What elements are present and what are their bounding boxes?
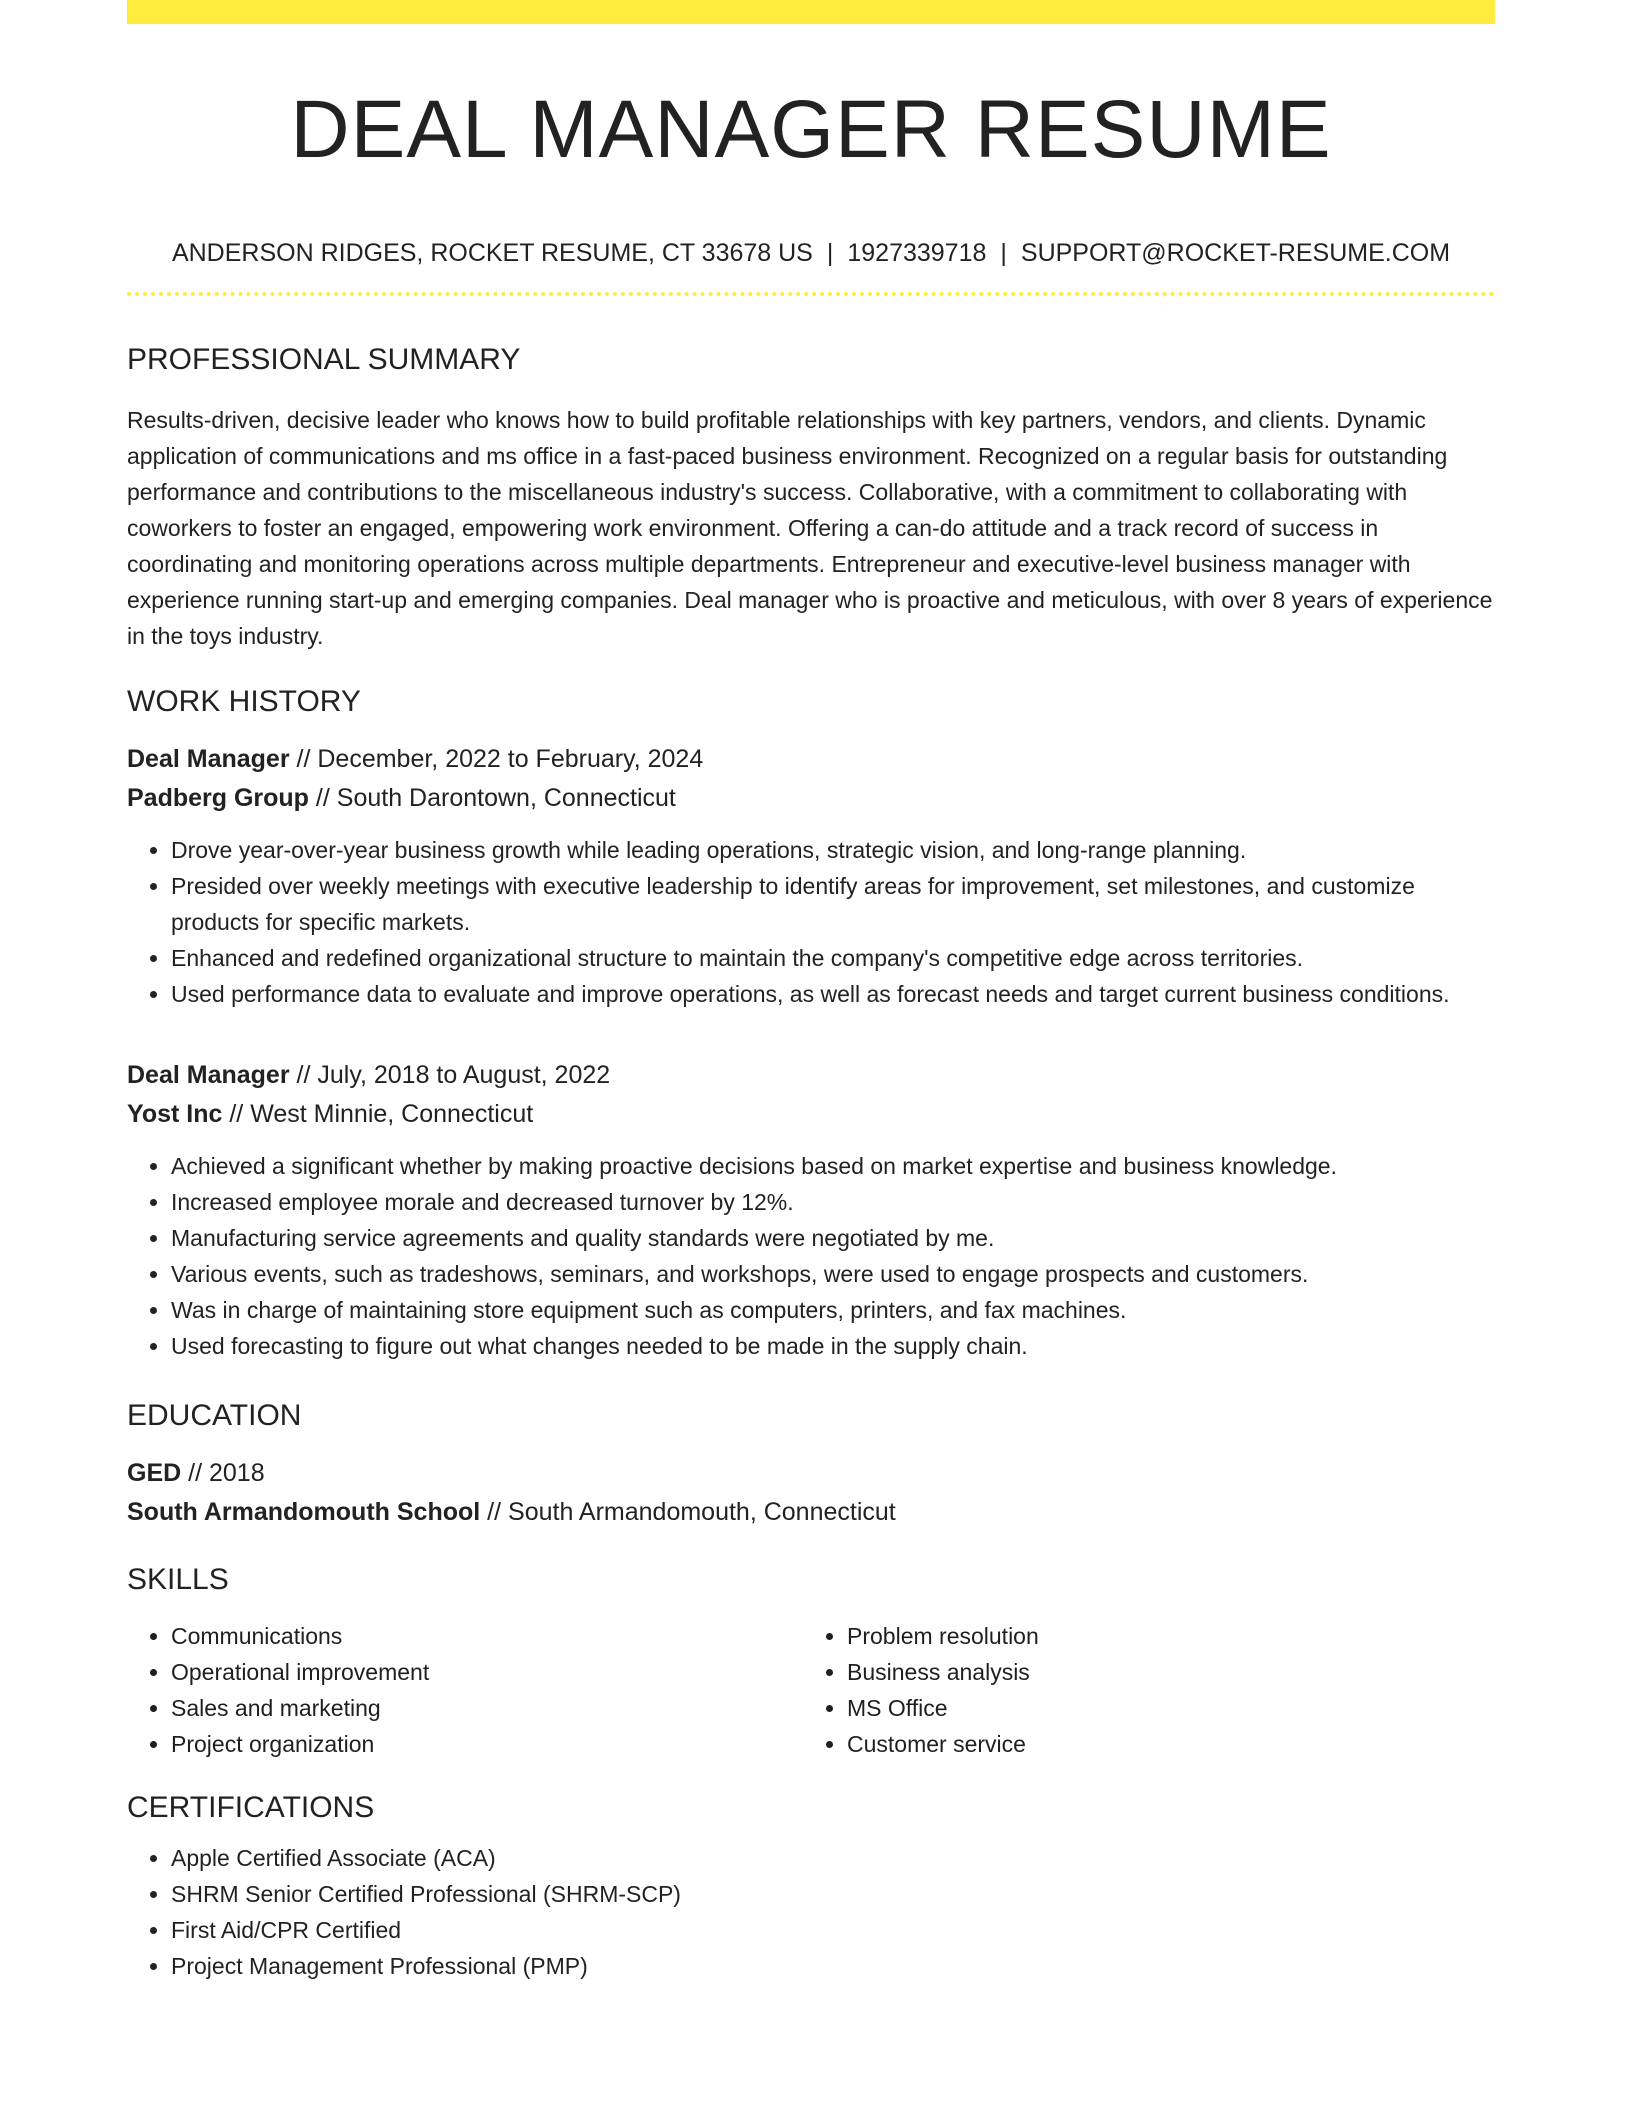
field-separator: // <box>480 1498 509 1526</box>
skill-item: • Project organization <box>171 1726 803 1762</box>
summary-text: Results-driven, decisive leader who knows how to build profitable relationships with key partners, vendors, and clients. Dynamic application of communications and ms office in a fast-paced business environment. Recognized on a regular basis for outstanding performance and contributions to the miscellaneous industry's success. Collaborative, with a commitment to collaborating with coworkers to foster an engaged, empowering work environment. Offering a can-do attitude and a track record of success in coordinating and monitoring operations across multiple departments. Entrepreneur and executive-level business manager with experience running start-up and emerging companies. Deal manager who is proactive and meticulous, with over 8 years of experience in the toys industry. <box>127 407 1493 649</box>
job-bullet: • Presided over weekly meetings with executive leadership to identify areas for improvement, set milestones, and customize products for specific markets. <box>171 868 1495 940</box>
job-entry <box>127 1056 1495 1364</box>
job-bullet: • Drove year-over-year business growth while leading operations, strategic vision, and long-range planning. <box>171 832 1495 868</box>
education-degree-line <box>127 1454 1495 1493</box>
job-company-line <box>127 779 1495 818</box>
education-heading: EDUCATION <box>127 1399 302 1432</box>
field-separator: // <box>289 745 318 773</box>
skill-item: • Operational improvement <box>171 1654 803 1690</box>
contact-email: SUPPORT@ROCKET-RESUME.COM <box>1020 239 1451 267</box>
resume-content <box>127 0 1495 1984</box>
job-bullet: • Enhanced and redefined organizational structure to maintain the company's competitive edge across territories. <box>171 940 1495 976</box>
job-entry <box>127 740 1495 1012</box>
resume-title: DEAL MANAGER RESUME <box>290 84 1332 175</box>
certification-item: • Apple Certified Associate (ACA) <box>171 1840 1495 1876</box>
field-separator: // <box>222 1100 251 1128</box>
work-history-heading: WORK HISTORY <box>127 685 361 718</box>
job-company: Yost Inc <box>127 1100 223 1128</box>
field-separator: // <box>308 784 337 812</box>
skill-item: • Problem resolution <box>847 1618 1479 1654</box>
job-company-line <box>127 1095 1495 1134</box>
job-company: Padberg Group <box>127 784 309 812</box>
summary-heading: PROFESSIONAL SUMMARY <box>127 343 521 376</box>
certifications-list <box>127 1840 1495 1984</box>
education-school: South Armandomouth School <box>127 1498 481 1526</box>
certifications-heading: CERTIFICATIONS <box>127 1791 375 1824</box>
job-bullet: • Used forecasting to figure out what changes needed to be made in the supply chain. <box>171 1328 1495 1364</box>
skill-item: • Communications <box>171 1618 803 1654</box>
certification-item: • Project Management Professional (PMP) <box>171 1948 1495 1984</box>
skills-grid <box>127 1618 1495 1762</box>
education-year: 2018 <box>208 1459 265 1487</box>
job-location: South Darontown, Connecticut <box>336 784 676 812</box>
job-dates: July, 2018 to August, 2022 <box>317 1061 611 1089</box>
job-role: Deal Manager <box>127 745 290 773</box>
contact-address: ANDERSON RIDGES, ROCKET RESUME, CT 33678 US <box>171 239 813 267</box>
skill-item: • Sales and marketing <box>171 1690 803 1726</box>
field-separator: // <box>289 1061 318 1089</box>
skills-column-right <box>803 1618 1479 1762</box>
education-location: South Armandomouth, Connecticut <box>508 1498 896 1526</box>
dotted-divider <box>127 292 1495 296</box>
job-role-line <box>127 740 1495 779</box>
contact-separator: | <box>1000 239 1007 267</box>
job-bullets <box>127 832 1495 1012</box>
skills-column-left <box>127 1618 803 1762</box>
skills-heading: SKILLS <box>127 1563 229 1596</box>
education-school-line <box>127 1493 1495 1532</box>
contact-phone: 1927339718 <box>847 239 987 267</box>
job-bullet: • Was in charge of maintaining store equipment such as computers, printers, and fax machines. <box>171 1292 1495 1328</box>
job-bullets <box>127 1148 1495 1364</box>
contact-line <box>127 238 1495 268</box>
job-bullet: • Increased employee morale and decreased turnover by 12%. <box>171 1184 1495 1220</box>
skill-item: • Customer service <box>847 1726 1479 1762</box>
job-bullet: • Achieved a significant whether by making proactive decisions based on market expertise and business knowledge. <box>171 1148 1495 1184</box>
education-entry <box>127 1454 1495 1532</box>
job-role-line <box>127 1056 1495 1095</box>
contact-separator: | <box>826 239 834 267</box>
job-location: West Minnie, Connecticut <box>250 1100 534 1128</box>
certification-item: • SHRM Senior Certified Professional (SHRM-SCP) <box>171 1876 1495 1912</box>
job-bullet: • Used performance data to evaluate and improve operations, as well as forecast needs and target current business conditions. <box>171 976 1495 1012</box>
job-bullet: • Manufacturing service agreements and quality standards were negotiated by me. <box>171 1220 1495 1256</box>
certification-item: • First Aid/CPR Certified <box>171 1912 1495 1948</box>
education-degree: GED <box>127 1459 182 1487</box>
job-role: Deal Manager <box>127 1061 290 1089</box>
field-separator: // <box>181 1459 209 1487</box>
skill-item: • MS Office <box>847 1690 1479 1726</box>
skill-item: • Business analysis <box>847 1654 1479 1690</box>
job-dates: December, 2022 to February, 2024 <box>317 745 704 773</box>
job-bullet: • Various events, such as tradeshows, seminars, and workshops, were used to engage prospects and customers. <box>171 1256 1495 1292</box>
